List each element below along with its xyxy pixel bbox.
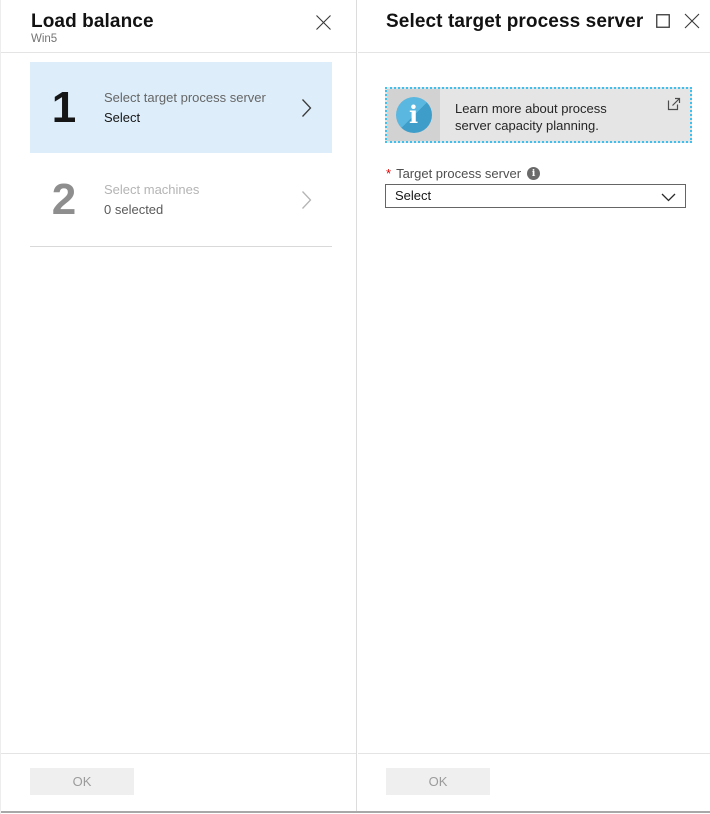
info-banner-text: Learn more about process server capacity planning.	[455, 101, 607, 133]
dropdown-selected-value: Select	[395, 188, 432, 203]
info-banner[interactable]	[385, 87, 692, 143]
step-number: 1	[51, 82, 77, 132]
field-label-text: Target process server	[396, 166, 522, 181]
close-icon[interactable]	[315, 14, 332, 31]
required-marker: *	[386, 166, 392, 181]
right-blade-header	[358, 0, 710, 53]
target-process-server-label-row	[386, 166, 540, 181]
select-target-process-server-blade	[358, 0, 710, 811]
left-blade-title: Load balance	[31, 11, 154, 32]
close-icon[interactable]	[684, 13, 700, 29]
step-status: 0 selected	[104, 201, 164, 217]
ok-button[interactable]: OK	[386, 768, 490, 795]
target-process-server-dropdown[interactable]	[385, 184, 686, 208]
info-icon-cell	[387, 89, 440, 141]
left-blade-subtitle: Win5	[31, 33, 58, 45]
chevron-right-icon	[301, 190, 312, 210]
ok-button[interactable]: OK	[30, 768, 134, 795]
field-info-icon[interactable]: i	[527, 167, 540, 180]
step-text	[104, 182, 301, 218]
step-title: Select machines	[104, 181, 200, 197]
left-blade-header	[1, 0, 356, 53]
left-blade-footer	[1, 753, 356, 811]
step-select-target-process-server[interactable]	[30, 62, 332, 153]
load-balance-blade	[1, 0, 357, 811]
right-blade-title: Select target process server	[386, 11, 644, 32]
external-link-icon[interactable]	[667, 97, 681, 111]
step-select-machines[interactable]	[30, 153, 332, 247]
step-status: Select	[104, 109, 141, 125]
step-title: Select target process server	[104, 89, 266, 105]
maximize-icon[interactable]	[656, 14, 670, 28]
info-icon: i	[396, 97, 432, 133]
chevron-down-icon	[661, 193, 676, 202]
chevron-right-icon	[301, 98, 312, 118]
step-text	[104, 90, 301, 126]
right-blade-footer	[358, 753, 710, 811]
step-number: 2	[51, 174, 77, 224]
